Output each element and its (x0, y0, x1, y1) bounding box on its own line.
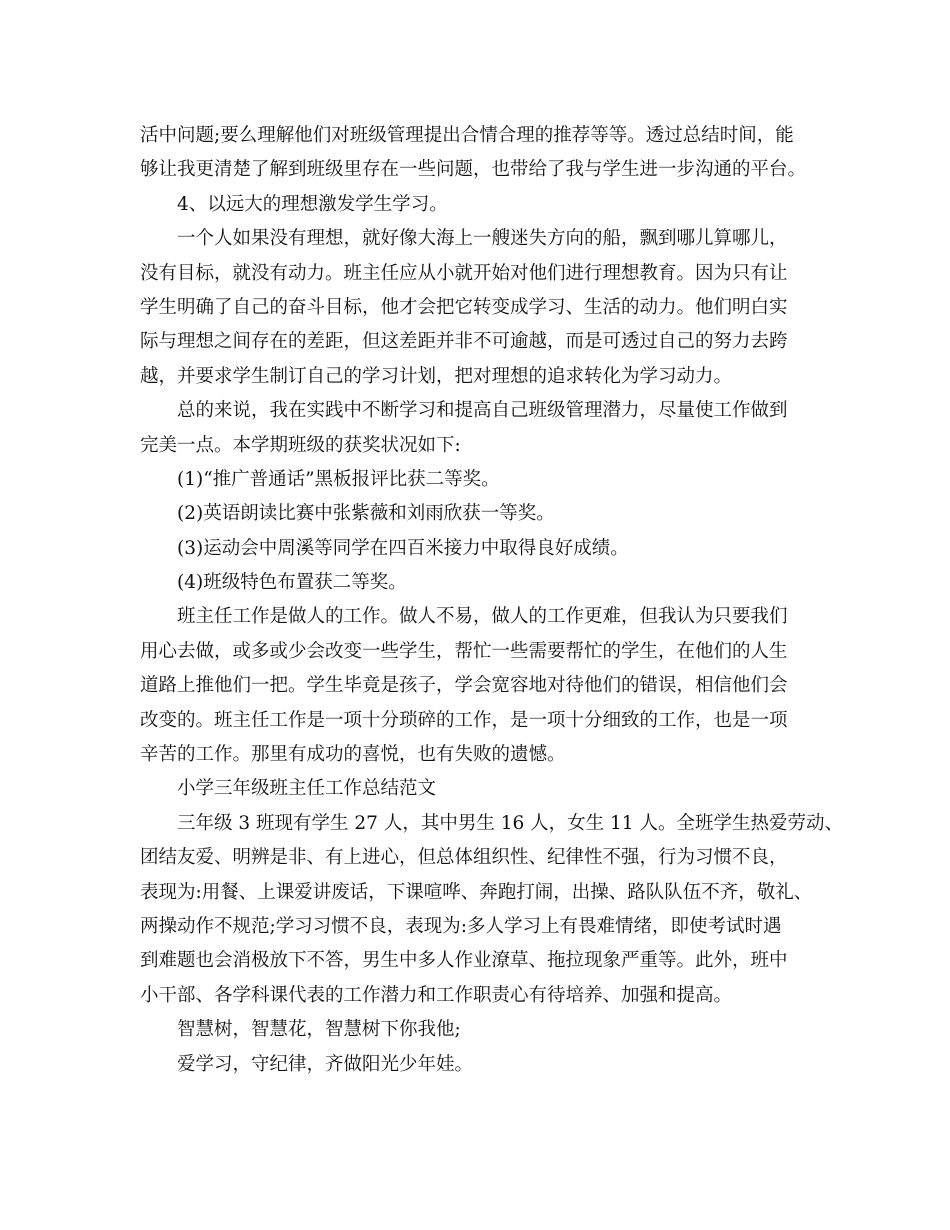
award-item: (2)英语朗读比赛中张紫薇和刘雨欣获一等奖。 (177, 503, 555, 525)
text-line: 两操动作不规范;学习习惯不良，表现为:多人学习上有畏难情绪，即使考试时遇 (140, 915, 782, 937)
text-line: 没有目标，就没有动力。班主任应从小就开始对他们进行理想教育。因为只有让 (140, 262, 788, 284)
document-body (140, 119, 843, 1082)
class-motto-line: 爱学习，守纪律，齐做阳光少年娃。 (177, 1053, 474, 1075)
text-line: 越，并要求学生制订自己的学习计划，把对理想的追求转化为学习动力。 (140, 365, 733, 387)
text-line: 际与理想之间存在的差距，但这差距并非不可逾越，而是可透过自己的努力去跨 (140, 331, 788, 353)
text-line: 班主任工作是做人的工作。做人不易，做人的工作更难，但我认为只要我们 (177, 606, 788, 628)
text-line: 总的来说，我在实践中不断学习和提高自己班级管理潜力，尽量使工作做到 (177, 400, 788, 422)
text-line: 到难题也会消极放下不答，男生中多人作业潦草、拖拉现象严重等。此外，班中 (140, 950, 788, 972)
class-motto-line: 智慧树，智慧花，智慧树下你我他; (177, 1019, 461, 1041)
text-line: 学生明确了自己的奋斗目标，他才会把它转变成学习、生活的动力。他们明白实 (140, 296, 788, 318)
text-line: 三年级 3 班现有学生 27 人，其中男生 16 人，女生 11 人。全班学生热爱劳动、 (177, 812, 843, 834)
text-line: 用心去做，或多或少会改变一些学生，帮忙一些需要帮忙的学生，在他们的人生 (140, 640, 788, 662)
text-line: 够让我更清楚了解到班级里存在一些问题，也带给了我与学生进一步沟通的平台。 (140, 159, 807, 181)
text-line: 小干部、各学科课代表的工作潜力和工作职责心有待培养、加强和提高。 (140, 984, 733, 1006)
text-line: 活中问题;要么理解他们对班级管理提出合情合理的推荐等等。透过总结时间，能 (140, 125, 794, 146)
text-line: 改变的。班主任工作是一项十分琐碎的工作，是一项十分细致的工作，也是一项 (140, 709, 788, 731)
section-heading: 4、以远大的理想激发学生学习。 (177, 193, 448, 215)
text-line: 团结友爱、明辨是非、有上进心，但总体组织性、纪律性不强，行为习惯不良， (140, 847, 788, 869)
text-line: 完美一点。本学期班级的获奖状况如下: (140, 434, 461, 456)
text-line: 辛苦的工作。那里有成功的喜悦，也有失败的遗憾。 (140, 744, 566, 766)
text-line: 表现为:用餐、上课爱讲废话，下课喧哗、奔跑打闹，出操、路队队伍不齐，敬礼、 (140, 881, 813, 903)
article-title: 小学三年级班主任工作总结范文 (177, 778, 437, 800)
award-item: (3)运动会中周溪等同学在四百米接力中取得良好成绩。 (177, 537, 629, 559)
award-item: (4)班级特色布置获二等奖。 (177, 572, 407, 594)
text-line: 一个人如果没有理想，就好像大海上一艘迷失方向的船，飘到哪儿算哪儿， (177, 228, 788, 250)
award-item: (1)“推广普通话”黑板报评比获二等奖。 (177, 468, 500, 490)
text-line: 道路上推他们一把。学生毕竟是孩子，学会宽容地对待他们的错误，相信他们会 (140, 675, 788, 697)
